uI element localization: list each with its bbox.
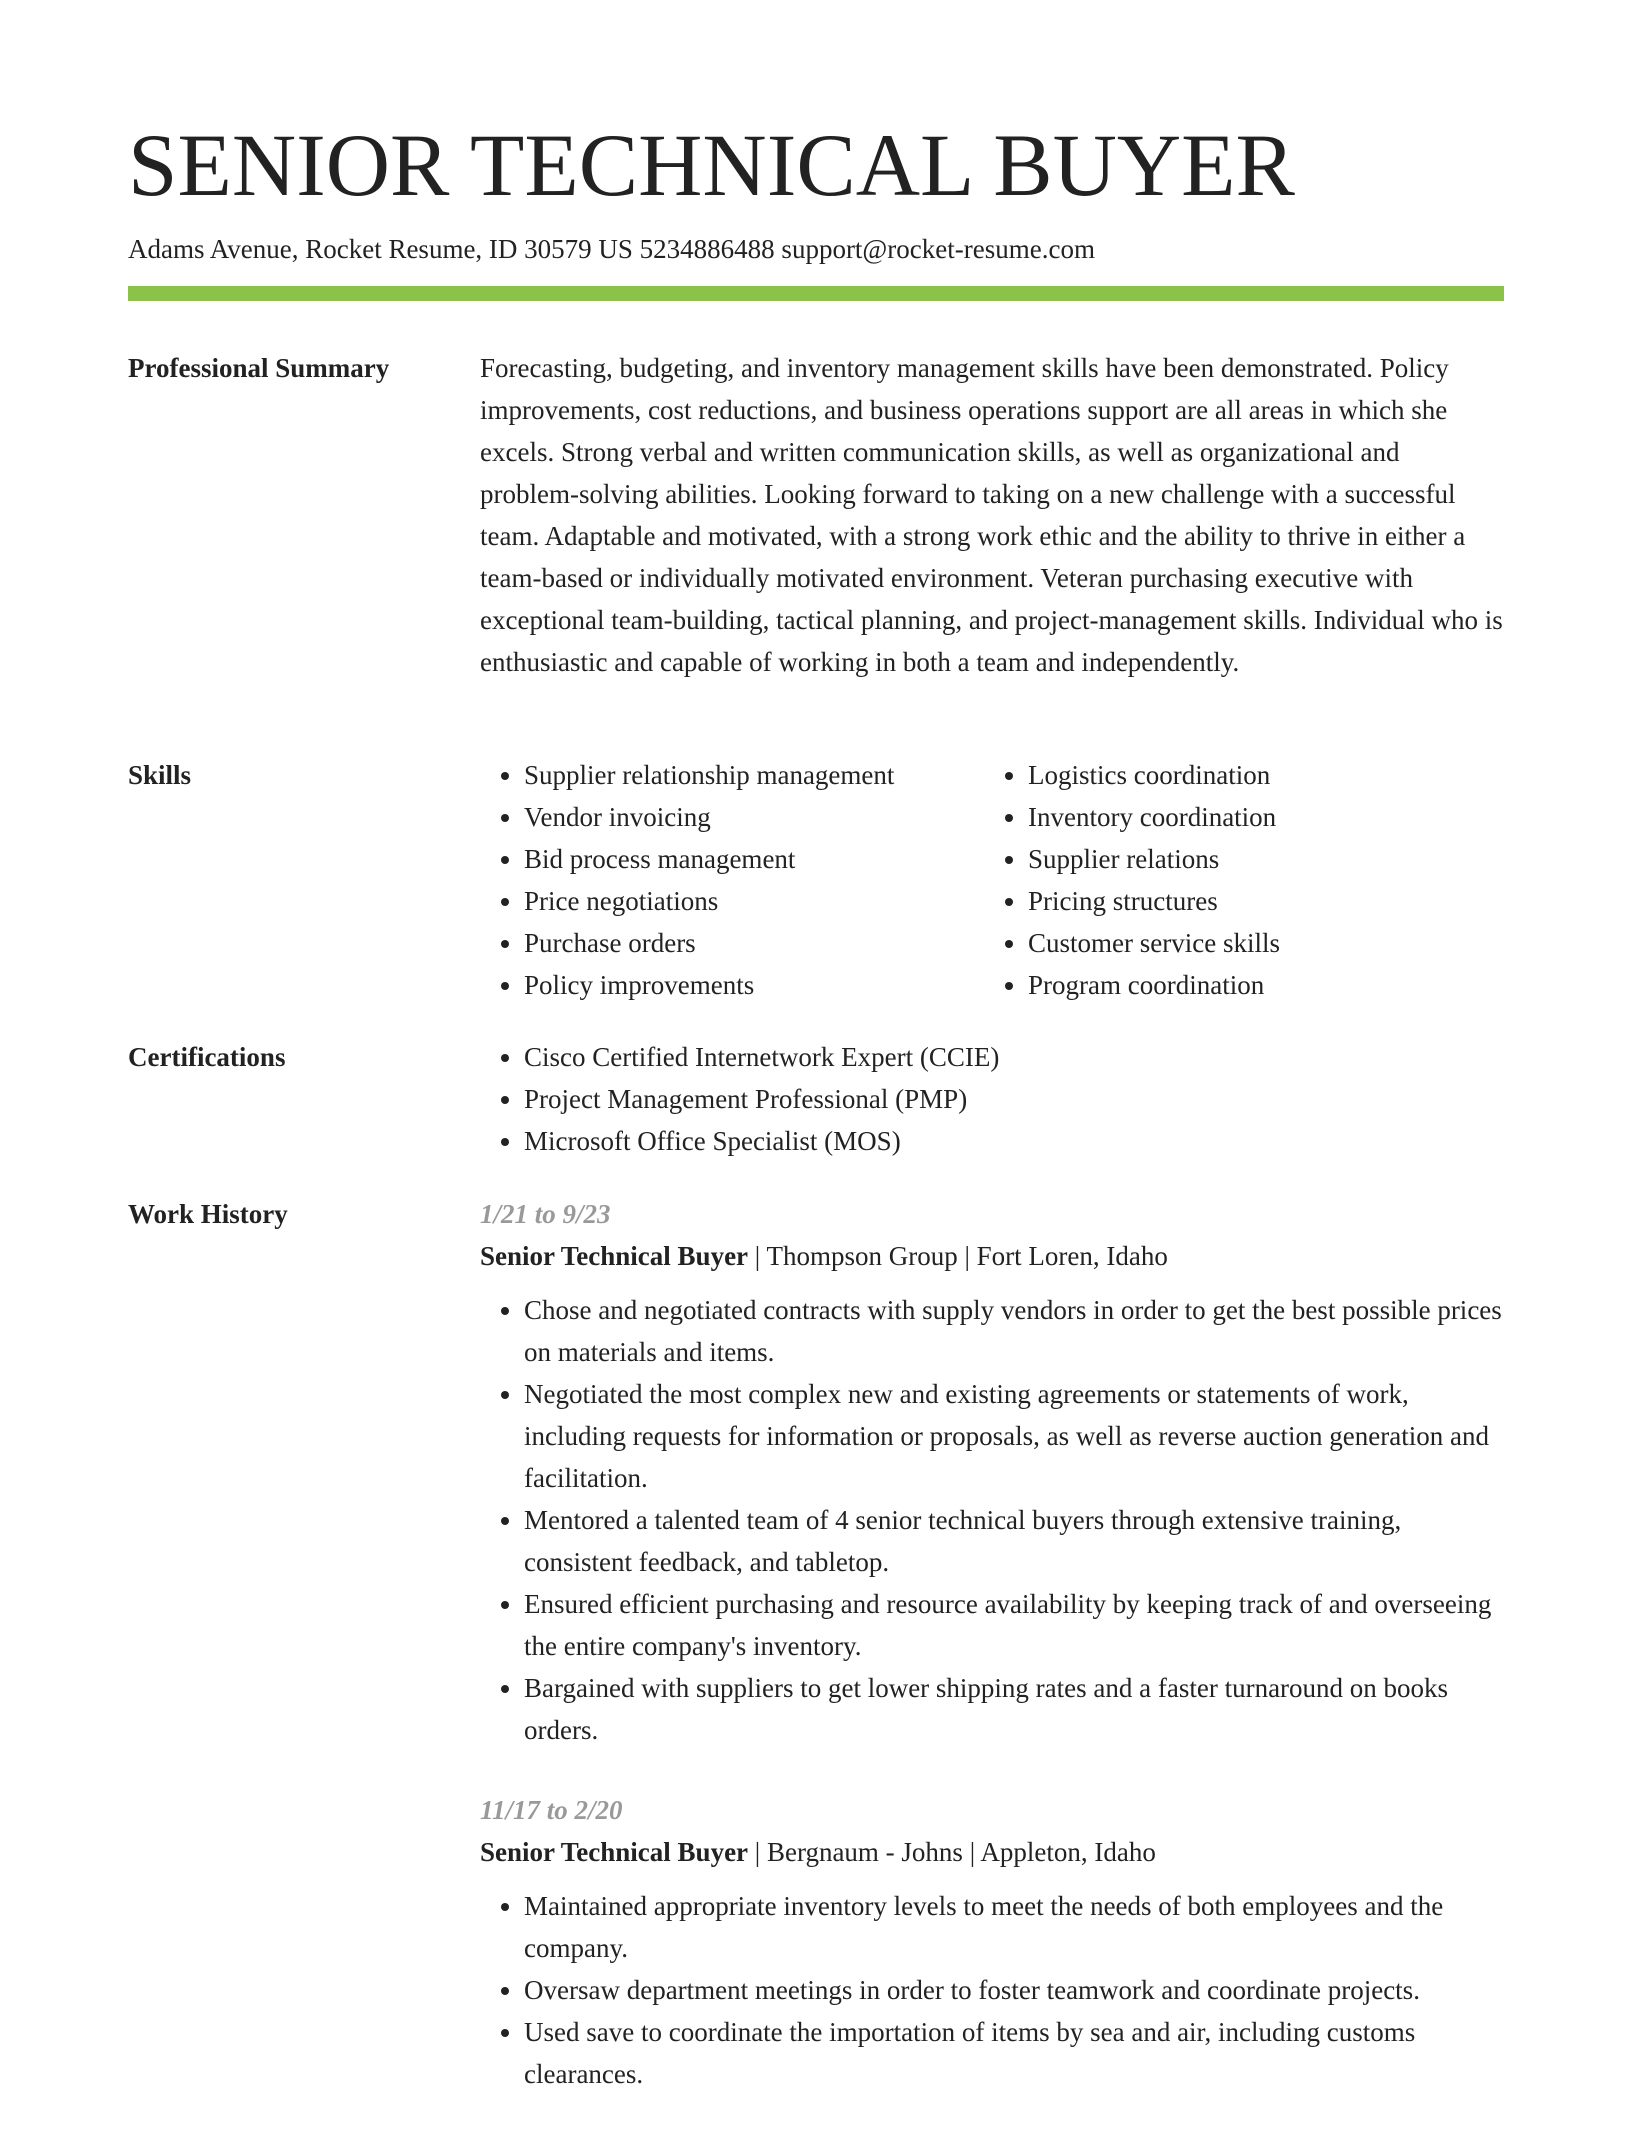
- job-dates: 11/17 to 2/20: [480, 1795, 623, 1825]
- job-entry: [480, 1789, 1504, 2095]
- summary-body: [480, 347, 1504, 683]
- skill-item: • Policy improvements: [524, 964, 984, 1006]
- job-company-location: | Bergnaum - Johns | Appleton, Idaho: [748, 1837, 1156, 1867]
- skills-list-right: [984, 754, 1488, 1006]
- skill-item: • Purchase orders: [524, 922, 984, 964]
- job-bullet: • Bargained with suppliers to get lower shipping rates and a faster turnaround on books orders.: [524, 1667, 1504, 1751]
- skill-item: • Bid process management: [524, 838, 984, 880]
- skill-item: • Logistics coordination: [1028, 754, 1488, 796]
- skill-item: • Supplier relations: [1028, 838, 1488, 880]
- job-dates: 1/21 to 9/23: [480, 1199, 611, 1229]
- job-bullet: • Chose and negotiated contracts with supply vendors in order to get the best possible prices on materials and items.: [524, 1289, 1504, 1373]
- job-title: Senior Technical Buyer: [480, 1241, 749, 1271]
- skill-item: • Customer service skills: [1028, 922, 1488, 964]
- work-history-label: Work History: [128, 1199, 288, 1229]
- job-heading: [480, 1235, 1504, 1277]
- skill-item: • Price negotiations: [524, 880, 984, 922]
- skills-label: Skills: [128, 760, 192, 790]
- work-history-body: [480, 1193, 1504, 2133]
- skill-item: • Program coordination: [1028, 964, 1488, 1006]
- certifications-list: [480, 1036, 1504, 1162]
- job-bullets: [480, 1885, 1504, 2095]
- job-bullets: [480, 1289, 1504, 1751]
- job-company-location: | Thompson Group | Fort Loren, Idaho: [748, 1241, 1168, 1271]
- job-heading: [480, 1831, 1504, 1873]
- certifications-body: [480, 1036, 1504, 1162]
- certification-item: • Project Management Professional (PMP): [524, 1078, 1504, 1120]
- contact-info: Adams Avenue, Rocket Resume, ID 30579 US 5234886488 support@rocket-resume.com: [128, 234, 1095, 264]
- certification-item: • Microsoft Office Specialist (MOS): [524, 1120, 1504, 1162]
- job-title: Senior Technical Buyer: [480, 1837, 749, 1867]
- certifications-label: Certifications: [128, 1042, 286, 1072]
- skill-item: • Inventory coordination: [1028, 796, 1488, 838]
- summary-text: Forecasting, budgeting, and inventory management skills have been demonstrated. Policy improvements, cost reductions, and business operations support are all areas in which she excels. Strong verbal and written communication skills, as well as organizational and problem-solving abilities. Looking forward to taking on a new challenge with a successful team. Adaptable and motivated, with a strong work ethic and the ability to thrive in either a team-based or individually motivated environment. Veteran purchasing executive with exceptional team-building, tactical planning, and project-management skills. Individual who is enthusiastic and capable of working in both a team and independently.: [480, 353, 1503, 677]
- accent-divider: [128, 286, 1504, 301]
- job-bullet: • Mentored a talented team of 4 senior technical buyers through extensive training, consistent feedback, and tabletop.: [524, 1499, 1504, 1583]
- skill-item: • Vendor invoicing: [524, 796, 984, 838]
- skill-item: • Pricing structures: [1028, 880, 1488, 922]
- job-bullet: • Oversaw department meetings in order to foster teamwork and coordinate projects.: [524, 1969, 1504, 2011]
- job-entry: [480, 1193, 1504, 1751]
- resume-name: SENIOR TECHNICAL BUYER: [128, 117, 1295, 215]
- skill-item: • Supplier relationship management: [524, 754, 984, 796]
- job-bullet: • Ensured efficient purchasing and resource availability by keeping track of and overseeing the entire company's inventory.: [524, 1583, 1504, 1667]
- job-bullet: • Negotiated the most complex new and existing agreements or statements of work, including requests for information or proposals, as well as reverse auction generation and facilitation.: [524, 1373, 1504, 1499]
- job-bullet: • Maintained appropriate inventory levels to meet the needs of both employees and the company.: [524, 1885, 1504, 1969]
- skills-columns: [480, 754, 1504, 1006]
- certification-item: • Cisco Certified Internetwork Expert (CCIE): [524, 1036, 1504, 1078]
- summary-label: Professional Summary: [128, 353, 390, 383]
- skills-list-left: [480, 754, 984, 1006]
- job-bullet: • Used save to coordinate the importation of items by sea and air, including customs clearances.: [524, 2011, 1504, 2095]
